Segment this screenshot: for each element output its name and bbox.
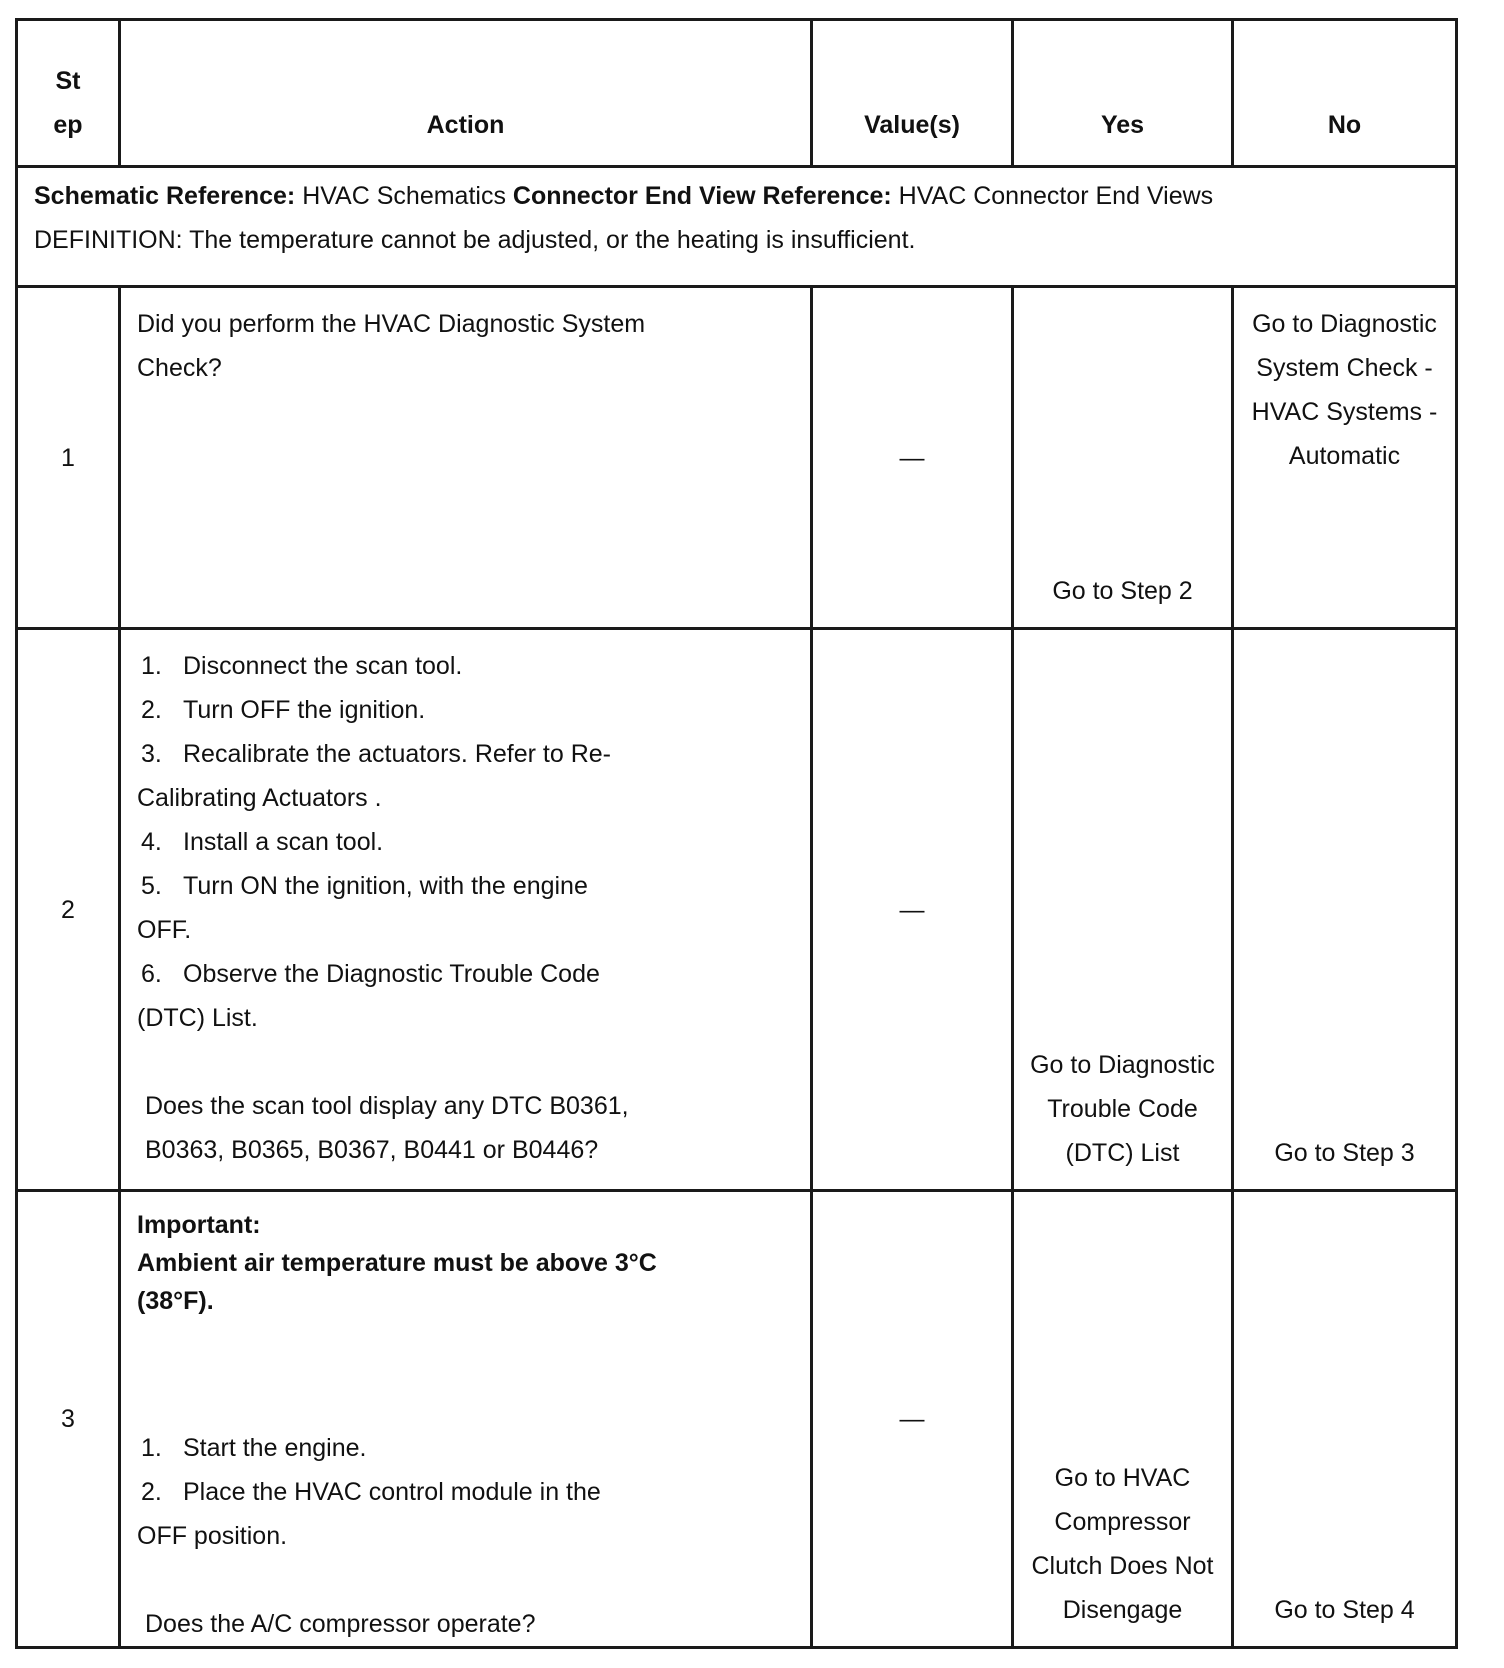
list-item: 4. Install a scan tool. bbox=[141, 828, 384, 856]
connector-reference-label: Connector End View Reference: bbox=[512, 182, 892, 210]
important-text: Ambient air temperature must be above 3°C (38°F). bbox=[137, 1249, 657, 1315]
list-item: 2. Place the HVAC control module in the OFF position. bbox=[137, 1478, 601, 1550]
header-yes: Yes bbox=[1013, 20, 1233, 167]
list-item: 2. Turn OFF the ignition. bbox=[141, 696, 426, 724]
no-link[interactable]: Go to Step 4 bbox=[1233, 1191, 1457, 1648]
table-row bbox=[17, 287, 1457, 629]
schematic-reference-link[interactable]: HVAC Schematics bbox=[302, 182, 506, 210]
connector-reference-link[interactable]: HVAC Connector End Views bbox=[898, 182, 1214, 210]
question-text: Does the scan tool display any DTC B0361, B0363, B0365, B0367, B0441 or B0446? bbox=[145, 1092, 629, 1164]
reference-row bbox=[17, 167, 1457, 287]
list-item: 3. Recalibrate the actuators. Refer to Re-Calibrating Actuators . bbox=[137, 740, 611, 812]
question-text: Does the A/C compressor operate? bbox=[145, 1610, 536, 1638]
action-cell bbox=[120, 1191, 812, 1648]
header-row bbox=[17, 20, 1457, 167]
table-row bbox=[17, 1191, 1457, 1648]
diagnostic-table bbox=[15, 18, 1458, 1649]
value-cell: — bbox=[812, 1191, 1013, 1648]
no-link[interactable]: Go to Diagnostic System Check - HVAC Systems - Automatic bbox=[1233, 287, 1457, 629]
action-list bbox=[137, 644, 637, 1040]
yes-link[interactable]: Go to HVAC Compressor Clutch Does Not Disengage bbox=[1013, 1191, 1233, 1648]
list-item: 1. Start the engine. bbox=[141, 1434, 367, 1462]
definition-text: DEFINITION: The temperature cannot be adjusted, or the heating is insufficient. bbox=[34, 226, 916, 254]
no-link[interactable]: Go to Step 3 bbox=[1233, 629, 1457, 1191]
value-cell: — bbox=[812, 287, 1013, 629]
schematic-reference-label: Schematic Reference: bbox=[34, 182, 296, 210]
action-list bbox=[137, 1426, 637, 1558]
action-text: Did you perform the HVAC Diagnostic System Check? bbox=[137, 310, 646, 382]
value-cell: — bbox=[812, 629, 1013, 1191]
action-cell bbox=[120, 287, 812, 629]
list-item: 6. Observe the Diagnostic Trouble Code (DTC) List. bbox=[137, 960, 600, 1032]
header-action: Action bbox=[120, 20, 812, 167]
step-number: 3 bbox=[17, 1191, 120, 1648]
list-item: 1. Disconnect the scan tool. bbox=[141, 652, 463, 680]
yes-link[interactable]: Go to Diagnostic Trouble Code (DTC) List bbox=[1013, 629, 1233, 1191]
header-values: Value(s) bbox=[812, 20, 1013, 167]
step-number: 2 bbox=[17, 629, 120, 1191]
table-row bbox=[17, 629, 1457, 1191]
list-item: 5. Turn ON the ignition, with the engine OFF. bbox=[137, 872, 588, 944]
header-step: St ep bbox=[17, 20, 120, 167]
action-cell bbox=[120, 629, 812, 1191]
step-number: 1 bbox=[17, 287, 120, 629]
header-no: No bbox=[1233, 20, 1457, 167]
yes-link[interactable]: Go to Step 2 bbox=[1013, 287, 1233, 629]
reference-cell bbox=[17, 167, 1457, 287]
important-label: Important: bbox=[137, 1211, 261, 1239]
